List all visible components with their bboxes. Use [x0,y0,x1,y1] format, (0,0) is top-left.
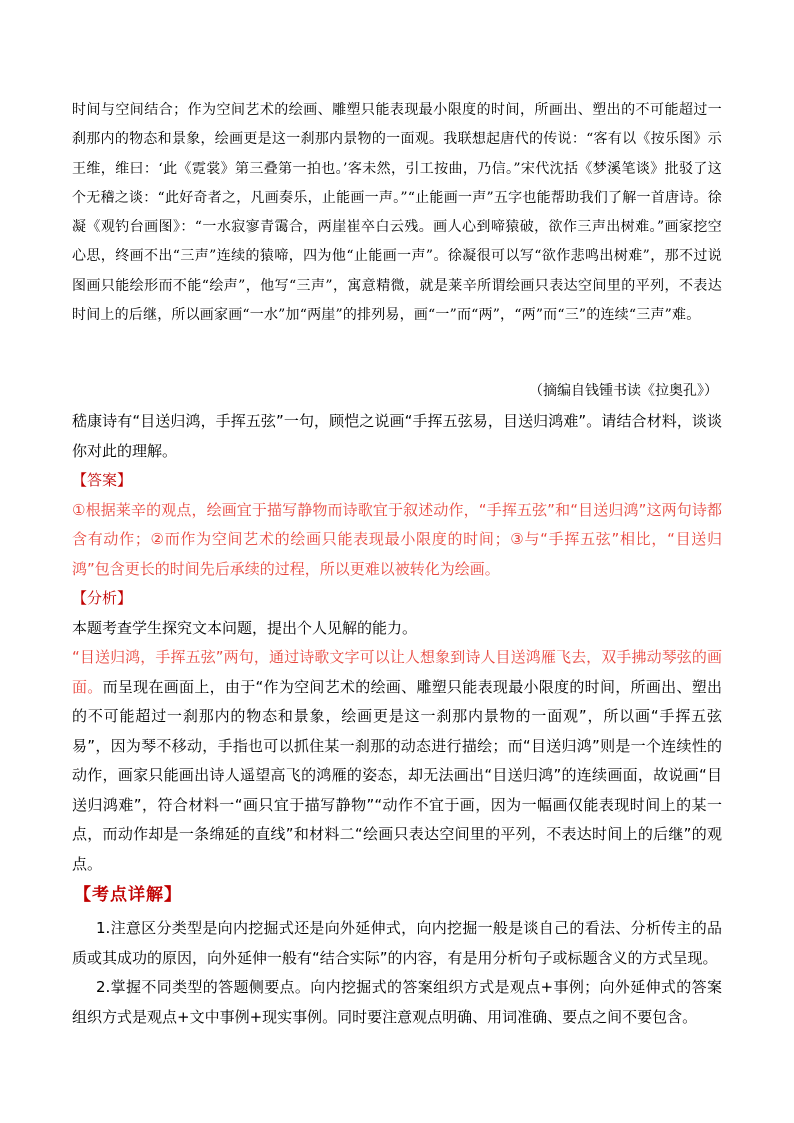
kaodian-point-1: 1.注意区分类型是向内挖掘式还是向外延伸式，向内挖掘一般是谈自己的看法、分析传主的品质或其成功的原因，向外延伸一般有“结合实际”的内容，有是用分析句子或标题含义的方式呈现。 [72,919,722,967]
question-section [72,407,722,879]
analysis-intro: 本题考查学生探究文本问题，提出个人见解的能力。 [72,618,418,637]
answer-label: 【答案】 [72,471,133,489]
analysis-red-text: “目送归鸿，手挥五弦”两句，通过诗歌文字可以让人想象到诗人目送鸿雁飞去，双手拂动琴弦的画面。 [72,648,722,696]
answer-text: ①根据莱辛的观点，绘画宜于描写静物而诗歌宜于叙述动作，“手挥五弦”和“目送归鸿”这两句诗都含有动作；②而作为空间艺术的绘画只能表现最小限度的时间；③与“手挥五弦”相比，“目送归鸿”包含更长的时间先后承续的过程，所以更难以被转化为绘画。 [72,500,722,578]
excerpt-source: （摘编自钱锺书读《拉奥孔》） [529,383,718,399]
kaodian-point-2: 2.掌握不同类型的答题侧要点。向内挖掘式的答案组织方式是观点+事例；向外延伸式的答案组织方式是观点+文中事例+现实事例。同时要注意观点明确、用词准确、要点之间不要包含。 [72,978,722,1026]
kaodian-heading: 【考点详解】 [74,885,182,905]
excerpt-block [72,96,722,330]
excerpt-paragraph: 时间与空间结合；作为空间艺术的绘画、雕塑只能表现最小限度的时间，所画出、塑出的不可能超过一刹那内的物态和景象，绘画更是这一刹那内景物的一面观。我联想起唐代的传说：“客有以《按乐图》示王维，维曰：‘此《霓裳》第三叠第一拍也。’客未然，引工按曲，乃信。”宋代沈括《梦溪笔谈》批驳了这个无稽之谈：“此好奇者之，凡画奏乐，止能画一声。”“止能画一声”五字也能帮助我们了解一首唐诗。徐凝《观钓台画图》：“一水寂寥青霭合，两崖崔卒白云残。画人心到啼猿破，欲作三声出树难。”画家挖空心思，终画不出“三声”连续的猿啼，四为他“止能画一声”。徐凝很可以写“欲作悲鸣出树难”，那不过说图画只能绘形而不能“绘声”，他写“三声”，寓意精微，就是莱辛所谓绘画只表达空间里的平列，不表达时间上的后继，所以画家画“一水”加“两崖”的排列易，画“一”而“两”，“两”而“三”的连续“三声”难。 [72,102,722,324]
kaodian-section [72,914,722,1032]
question-text: 嵇康诗有“目送归鸿，手挥五弦”一句，顾恺之说画“手挥五弦易，目送归鸿难”。请结合材料，谈谈你对此的理解。 [72,412,722,460]
analysis-body [72,643,722,879]
analysis-label: 【分析】 [72,589,133,607]
analysis-body-text: 而呈现在画面上，由于“作为空间艺术的绘画、雕塑只能表现最小限度的时间，所画出、塑出的不可能超过一刹那内的物态和景象，绘画更是这一刹那内景物的一面观”，所以画“手挥五弦易”，因为琴不移动，手指也可以抓住某一刹那的动态进行描绘；而“目送归鸿”则是一个连续性的动作，画家只能画出诗人遥望高飞的鸿雁的姿态，却无法画出“目送归鸿”的连续画面，故说画“目送归鸿难”，符合材料一“画只宜于描写静物”“动作不宜于画，因为一幅画仅能表现时间上的某一点，而动作却是一条绵延的直线”和材料二“绘画只表达空间里的平列，不表达时间上的后继”的观点。 [72,677,722,873]
